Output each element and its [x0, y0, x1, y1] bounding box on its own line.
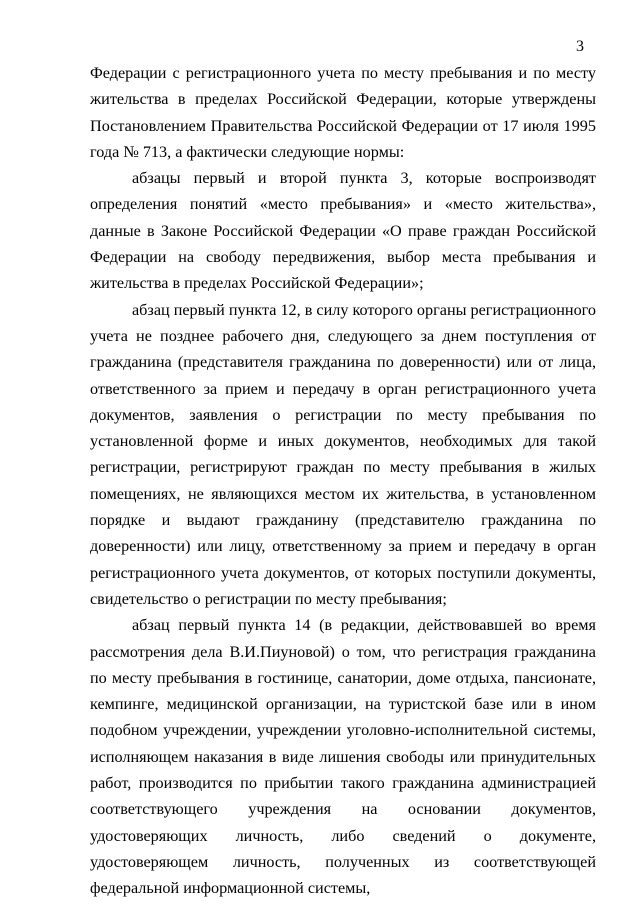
paragraph-item-point-12: абзац первый пункта 12, в силу которого органы регистрационного учета не позднее рабочего дня, следующего за днем поступления от гражданина (представителя гражданина по доверенности) или от лица, ответственного за прием и передачу в орган регистрационного учета документов, заявления о регистрации по месту пребывания по установленной форме и иных документов, необходимых для такой регистрации, регистрируют граждан по месту пребывания в жилых помещениях, не являющихся местом их жительства, в установленном порядке и выдают гражданину (представителю гражданина по доверенности) или лицу, ответственному за прием и передачу в орган регистрационного учета документов, от которых поступили документы, свидетельство о регистрации по месту пребывания;	[90, 300, 597, 608]
document-body	[90, 60, 596, 902]
paragraph-item-point-3: абзацы первый и второй пункта 3, которые воспроизводят определения понятий «место пребывания» и «место жительства», данные в Законе Российской Федерации «О праве граждан Российской Федерации на свободу передвижения, выбор места пребывания и жительства в пределах Российской Федерации»;	[90, 169, 596, 293]
paragraph-continuation: Федерации с регистрационного учета по месту пребывания и по месту жительства в пределах Российской Федерации, которые утверждены Постановлением Правительства Российской Федерации от 17 июля 1995 года № 713, а фактически следующие нормы:	[90, 64, 596, 161]
page-number: 3	[576, 38, 584, 55]
paragraph-item-point-14: абзац первый пункта 14 (в редакции, действовавшей во время рассмотрения дела В.И.Пиуновой) о том, что регистрация гражданина по месту пребывания в гостинице, санатории, доме отдыха, пансионате, кемпинге, медицинской организации, на туристской базе или в ином подобном учреждении, учреждении уголовно-исполнительной системы, исполняющем наказания в виде лишения свободы или принудительных работ, производится по прибытии такого гражданина администрацией соответствующего учреждения на основании документов, удостоверяющих личность, либо сведений о документе, удостоверяющем личность, полученных из соответствующей федеральной информационной системы,	[90, 616, 596, 898]
